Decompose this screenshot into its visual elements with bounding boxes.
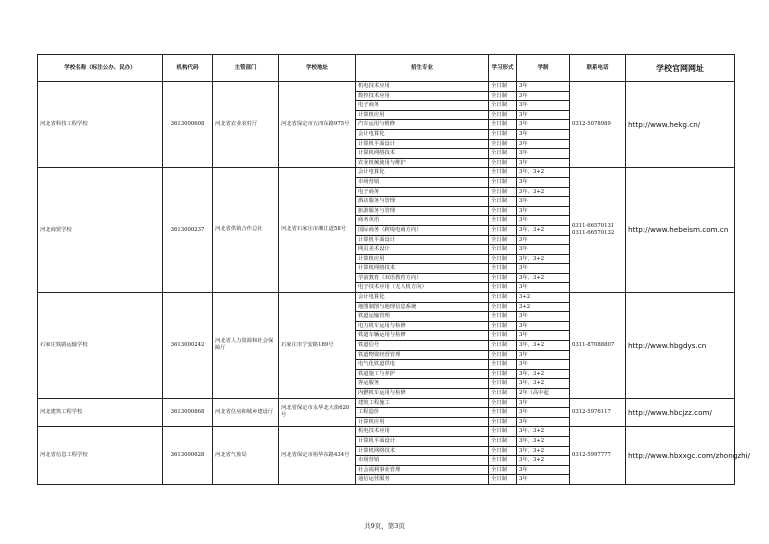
school-website[interactable]: http://www.hbcjzz.com/	[626, 398, 735, 427]
page-footer: 共9页，第3页	[364, 522, 405, 530]
table-row	[38, 168, 735, 178]
study-years: 3年	[517, 120, 570, 130]
school-address: 河北省保定市裕华东路434号	[279, 427, 356, 485]
study-years: 3+2	[517, 293, 570, 303]
school-name: 河北建筑工程学校	[38, 398, 163, 427]
major-name: 计算机网络技术	[356, 149, 489, 159]
major-name: 计算机平面设计	[356, 436, 489, 446]
header-years: 学制	[517, 55, 570, 82]
study-years: 3年	[517, 91, 570, 101]
study-mode: 全日制	[489, 456, 517, 466]
major-name: 机电技术应用	[356, 82, 489, 92]
school-code: 3613000868	[163, 398, 213, 427]
study-mode: 全日制	[489, 187, 517, 197]
enrollment-table	[37, 54, 751, 485]
major-name: 电气化铁道供电	[356, 360, 489, 370]
school-dept: 河北省农业农村厅	[213, 82, 279, 168]
header-website: 学校官网网址	[626, 55, 735, 82]
major-name: 铁道运输管理	[356, 312, 489, 322]
school-dept: 河北省住房和城乡建设厅	[213, 398, 279, 427]
major-name: 工程造价	[356, 408, 489, 418]
study-years: 3年	[517, 465, 570, 475]
school-address: 河北省石家庄市湘江道58号	[279, 168, 356, 293]
study-years: 3年、3+2	[517, 341, 570, 351]
study-years: 3年	[517, 82, 570, 92]
study-mode: 全日制	[489, 369, 517, 379]
study-mode: 全日制	[489, 139, 517, 149]
major-name: 机电技术应用	[356, 427, 489, 437]
study-mode: 全日制	[489, 264, 517, 274]
major-name: 地图制图与地理信息系统	[356, 302, 489, 312]
table-row	[38, 82, 735, 92]
study-mode: 全日制	[489, 101, 517, 111]
study-mode: 全日制	[489, 216, 517, 226]
study-mode: 全日制	[489, 293, 517, 303]
major-name: 建筑工程施工	[356, 398, 489, 408]
study-years: 3年	[517, 283, 570, 293]
study-mode: 全日制	[489, 177, 517, 187]
school-phone: 0312-5078989	[570, 82, 626, 168]
study-years: 3年	[517, 139, 570, 149]
school-website[interactable]: http://www.hbgdys.cn	[626, 293, 735, 399]
major-name: 电子商务	[356, 101, 489, 111]
study-years: 3年、3+2	[517, 254, 570, 264]
study-mode: 全日制	[489, 129, 517, 139]
study-mode: 全日制	[489, 283, 517, 293]
table-row	[38, 293, 735, 303]
major-name: 电力机车运用与检修	[356, 321, 489, 331]
major-name: 计算机网络技术	[356, 446, 489, 456]
school-address: 石家庄市宁安路189号	[279, 293, 356, 399]
study-mode: 全日制	[489, 168, 517, 178]
study-years: 3年	[517, 235, 570, 245]
major-name: 客运服务	[356, 379, 489, 389]
study-years: 3年	[517, 216, 570, 226]
school-code: 3613000628	[163, 427, 213, 485]
study-mode: 全日制	[489, 120, 517, 130]
school-code: 3613000608	[163, 82, 213, 168]
major-name: 会计电算化	[356, 168, 489, 178]
school-dept: 河北省气象局	[213, 427, 279, 485]
study-years: 3年	[517, 197, 570, 207]
major-name: 汽车运用与维修	[356, 120, 489, 130]
school-phone: 0312-5976117	[570, 398, 626, 427]
study-years: 3+2	[517, 302, 570, 312]
study-years: 3年	[517, 331, 570, 341]
study-years: 3年、3+2	[517, 225, 570, 235]
school-phone: 0312-5997777	[570, 427, 626, 485]
major-name: 数控技术应用	[356, 91, 489, 101]
study-mode: 全日制	[489, 350, 517, 360]
study-mode: 全日制	[489, 110, 517, 120]
study-mode: 全日制	[489, 341, 517, 351]
header-address: 学校地址	[279, 55, 356, 82]
major-name: 酒店服务与管理	[356, 197, 489, 207]
study-mode: 全日制	[489, 360, 517, 370]
study-years: 3年、3+2	[517, 456, 570, 466]
major-name: 计算机网络技术	[356, 264, 489, 274]
school-name: 河北省信息工程学校	[38, 427, 163, 485]
study-mode: 全日制	[489, 321, 517, 331]
study-years: 3年、3+2	[517, 427, 570, 437]
major-name: 会计电算化	[356, 129, 489, 139]
study-mode: 全日制	[489, 273, 517, 283]
major-name: 国际商务（跨境电商方向）	[356, 225, 489, 235]
major-name: 电子商务	[356, 187, 489, 197]
school-phone: 0311-87088807	[570, 293, 626, 399]
school-name: 河北省科技工程学校	[38, 82, 163, 168]
study-years: 3年	[517, 206, 570, 216]
study-mode: 全日制	[489, 427, 517, 437]
major-name: 铁道物资经营管理	[356, 350, 489, 360]
school-code: 3613000242	[163, 293, 213, 399]
major-name: 网页美术设计	[356, 245, 489, 255]
school-code: 3613000237	[163, 168, 213, 293]
study-mode: 全日制	[489, 206, 517, 216]
header-study-mode: 学习形式	[489, 55, 517, 82]
school-website[interactable]: http://www.hebeism.com.cn	[626, 168, 735, 293]
study-years: 3年	[517, 312, 570, 322]
study-mode: 全日制	[489, 235, 517, 245]
header-phone: 联系电话	[570, 55, 626, 82]
study-years: 3年	[517, 149, 570, 159]
study-mode: 全日制	[489, 149, 517, 159]
header-code: 机构代码	[163, 55, 213, 82]
study-mode: 全日制	[489, 417, 517, 427]
study-years: 3年	[517, 408, 570, 418]
study-mode: 全日制	[489, 436, 517, 446]
table-row	[38, 398, 735, 408]
study-mode: 全日制	[489, 225, 517, 235]
table-row	[38, 427, 735, 437]
study-mode: 全日制	[489, 302, 517, 312]
study-mode: 全日制	[489, 245, 517, 255]
study-years: 3年	[517, 350, 570, 360]
study-years: 3年	[517, 475, 570, 485]
major-name: 商务英语	[356, 216, 489, 226]
study-years: 3年	[517, 417, 570, 427]
study-mode: 全日制	[489, 91, 517, 101]
study-years: 3年	[517, 177, 570, 187]
study-years: 3年	[517, 360, 570, 370]
major-name: 农业机械使用与维护	[356, 158, 489, 168]
major-name: 铁道车辆运用与检修	[356, 331, 489, 341]
major-name: 社会福利事业管理	[356, 465, 489, 475]
study-mode: 全日制	[489, 465, 517, 475]
study-mode: 全日制	[489, 331, 517, 341]
major-name: 计算机平面设计	[356, 139, 489, 149]
header-row	[38, 55, 735, 82]
study-years: 3年、3+2	[517, 369, 570, 379]
study-years: 3年、3+2	[517, 273, 570, 283]
study-years: 3年	[517, 110, 570, 120]
study-years: 3年、3+2	[517, 168, 570, 178]
major-name: 计算机应用	[356, 417, 489, 427]
major-name: 计算机应用	[356, 110, 489, 120]
study-years: 3年	[517, 321, 570, 331]
study-years: 3年	[517, 129, 570, 139]
study-mode: 全日制	[489, 379, 517, 389]
study-mode: 全日制	[489, 82, 517, 92]
major-name: 铁道信号	[356, 341, 489, 351]
study-years: 3年、3+2	[517, 446, 570, 456]
header-dept: 主管部门	[213, 55, 279, 82]
study-years: 3年	[517, 264, 570, 274]
school-name: 河北商贸学校	[38, 168, 163, 293]
study-years: 3年、3+2	[517, 187, 570, 197]
school-name: 石家庄铁路运输学校	[38, 293, 163, 399]
major-name: 旅游服务与管理	[356, 206, 489, 216]
study-years: 3年、3+2	[517, 436, 570, 446]
school-website[interactable]: http://www.hekg.cn/	[626, 82, 735, 168]
major-name: 会计电算化	[356, 293, 489, 303]
major-name: 市场营销	[356, 456, 489, 466]
school-address: 河北省保定市五四东路975号	[279, 82, 356, 168]
study-years: 3年	[517, 245, 570, 255]
study-mode: 全日制	[489, 475, 517, 485]
study-mode: 全日制	[489, 254, 517, 264]
school-website[interactable]: http://www.hbxxgc.com/zhongzhi/	[626, 427, 735, 485]
major-name: 铁道施工与养护	[356, 369, 489, 379]
study-mode: 全日制	[489, 312, 517, 322]
study-years: 2年（高中起	[517, 389, 570, 399]
study-years: 3年	[517, 158, 570, 168]
study-mode: 全日制	[489, 389, 517, 399]
school-phone: 0311-66570131 0311-66570132	[570, 168, 626, 293]
major-name: 电子技术应用（无人机方向）	[356, 283, 489, 293]
major-name: 学前教育（双语教育方向）	[356, 273, 489, 283]
major-name: 计算机应用	[356, 254, 489, 264]
study-mode: 全日制	[489, 408, 517, 418]
study-mode: 全日制	[489, 398, 517, 408]
study-mode: 全日制	[489, 158, 517, 168]
study-years: 3年、3+2	[517, 379, 570, 389]
major-name: 内燃机车运用与检修	[356, 389, 489, 399]
study-years: 3年	[517, 398, 570, 408]
header-school: 学校名称（标注公办、民办）	[38, 55, 163, 82]
table-body	[38, 82, 751, 485]
study-years: 3年	[517, 101, 570, 111]
major-name: 通信运营服务	[356, 475, 489, 485]
study-mode: 全日制	[489, 197, 517, 207]
header-major: 招生专业	[356, 55, 489, 82]
study-mode: 全日制	[489, 446, 517, 456]
school-dept: 河北省供销合作总社	[213, 168, 279, 293]
major-name: 计算机平面设计	[356, 235, 489, 245]
school-address: 河北省保定市永华北大街620号	[279, 398, 356, 427]
major-name: 市场营销	[356, 177, 489, 187]
school-dept: 河北省人力资源和社会保障厅	[213, 293, 279, 399]
